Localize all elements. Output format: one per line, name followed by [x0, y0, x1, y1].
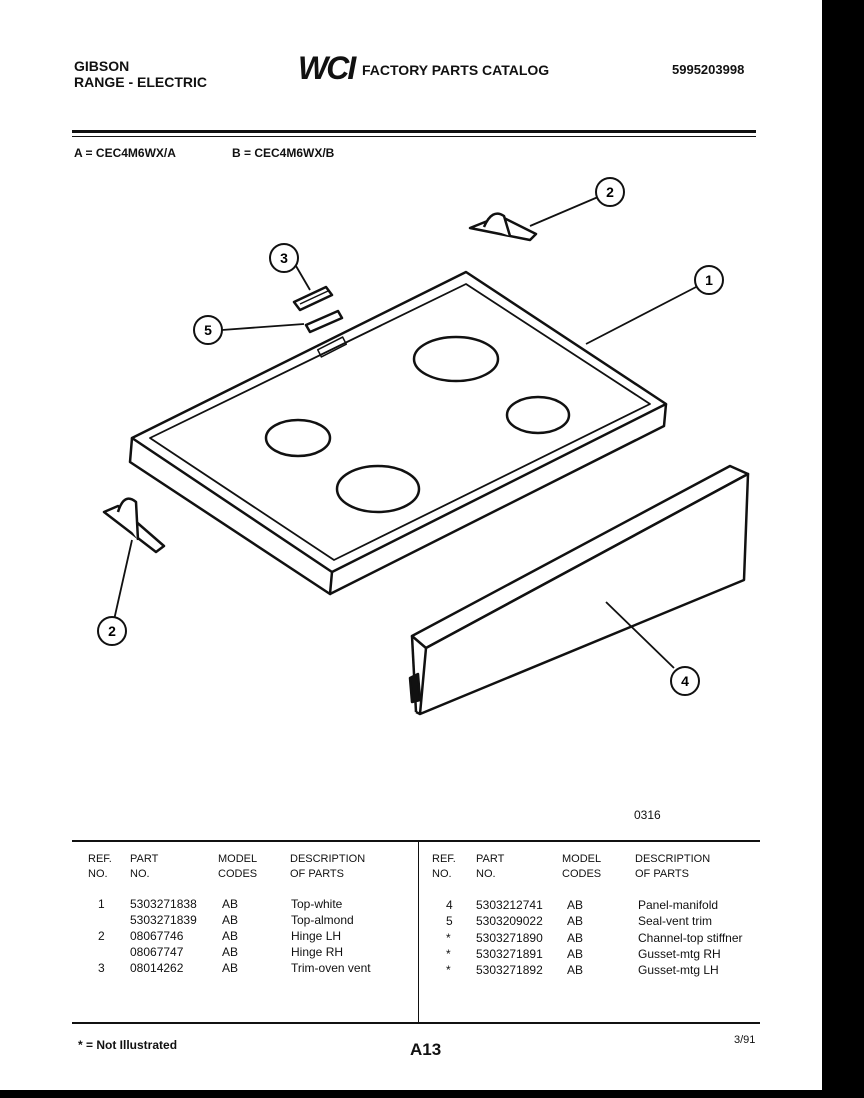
row-part: 5303209022 [476, 914, 543, 928]
row-codes: AB [567, 898, 584, 912]
header-ref-right: REF. NO. [432, 853, 456, 880]
row-ref: * [446, 947, 451, 961]
page-number: A13 [410, 1040, 442, 1059]
header-ref-left: REF. NO. [88, 853, 112, 880]
callout-3 [270, 244, 298, 272]
row-ref: * [446, 931, 451, 945]
row-codes: AB [567, 914, 584, 928]
row-desc: Top-white [291, 897, 343, 911]
hinge-lh-part [104, 499, 164, 552]
callout-1 [695, 266, 723, 294]
row-part: 08067747 [130, 945, 184, 959]
oven-vent-trim-part [294, 287, 332, 310]
row-desc: Hinge LH [291, 929, 342, 943]
row-desc: Gusset-mtg LH [638, 963, 719, 977]
svg-text:4: 4 [681, 673, 689, 689]
catalog-title: FACTORY PARTS CATALOG [362, 62, 550, 78]
row-desc: Hinge RH [291, 945, 344, 959]
callout-4 [671, 667, 699, 695]
model-b: B = CEC4M6WX/B [232, 146, 335, 160]
callout-2-lower [98, 617, 126, 645]
leader-line-5 [222, 324, 304, 330]
row-part: 5303271839 [130, 913, 197, 927]
model-a: A = CEC4M6WX/A [74, 146, 176, 160]
brand-name: GIBSON [74, 58, 130, 74]
row-part: 5303271891 [476, 947, 543, 961]
row-desc: Seal-vent trim [638, 914, 713, 928]
header-part-left: PART NO. [130, 853, 159, 880]
header-desc-right: DESCRIPTION OF PARTS [635, 853, 711, 880]
revision-date: 3/91 [734, 1034, 756, 1046]
header-model-right: MODEL CODES [562, 853, 602, 880]
row-codes: AB [222, 929, 239, 943]
leader-line-2a [530, 197, 598, 226]
svg-text:2: 2 [108, 623, 116, 639]
row-codes: AB [567, 931, 584, 945]
row-part: 5303212741 [476, 898, 543, 912]
row-ref: 2 [98, 929, 105, 943]
header-part-right: PART NO. [476, 853, 505, 880]
row-ref: 1 [98, 897, 105, 911]
row-codes: AB [222, 913, 239, 927]
seal-vent-trim-part [306, 311, 342, 332]
product-type: RANGE - ELECTRIC [74, 74, 207, 90]
row-part: 5303271838 [130, 897, 197, 911]
row-part: 5303271892 [476, 963, 543, 977]
wci-logo: WCI [298, 50, 355, 86]
row-ref: * [446, 963, 451, 977]
header-model-left: MODEL CODES [218, 853, 258, 880]
row-desc: Channel-top stiffner [638, 931, 743, 945]
row-ref: 3 [98, 961, 105, 975]
row-codes: AB [567, 963, 584, 977]
row-desc: Top-almond [291, 913, 354, 927]
catalog-number: 5995203998 [672, 62, 745, 77]
row-desc: Trim-oven vent [291, 961, 371, 975]
hinge-rh-part [470, 214, 536, 240]
leader-line-2b [114, 540, 132, 620]
diagram-code: 0316 [634, 808, 661, 822]
svg-text:3: 3 [280, 250, 288, 266]
row-desc: Panel-manifold [638, 898, 719, 912]
row-part: 08014262 [130, 961, 184, 975]
row-desc: Gusset-mtg RH [638, 947, 721, 961]
svg-text:1: 1 [705, 272, 713, 288]
table-divider [418, 842, 419, 1022]
callout-5 [194, 316, 222, 344]
table-top-rule [72, 840, 760, 842]
row-codes: AB [222, 961, 239, 975]
row-part: 08067746 [130, 929, 184, 943]
svg-text:2: 2 [606, 184, 614, 200]
row-ref: 4 [446, 898, 453, 912]
table-bottom-rule [72, 1022, 760, 1024]
row-codes: AB [567, 947, 584, 961]
callout-2-upper [596, 178, 624, 206]
row-ref: 5 [446, 914, 453, 928]
row-codes: AB [222, 897, 239, 911]
svg-text:5: 5 [204, 322, 212, 338]
not-illustrated-note: * = Not Illustrated [78, 1038, 178, 1052]
row-codes: AB [222, 945, 239, 959]
row-part: 5303271890 [476, 931, 543, 945]
leader-line-3 [296, 266, 310, 290]
leader-line-1 [586, 286, 698, 344]
header-desc-left: DESCRIPTION OF PARTS [290, 853, 366, 880]
